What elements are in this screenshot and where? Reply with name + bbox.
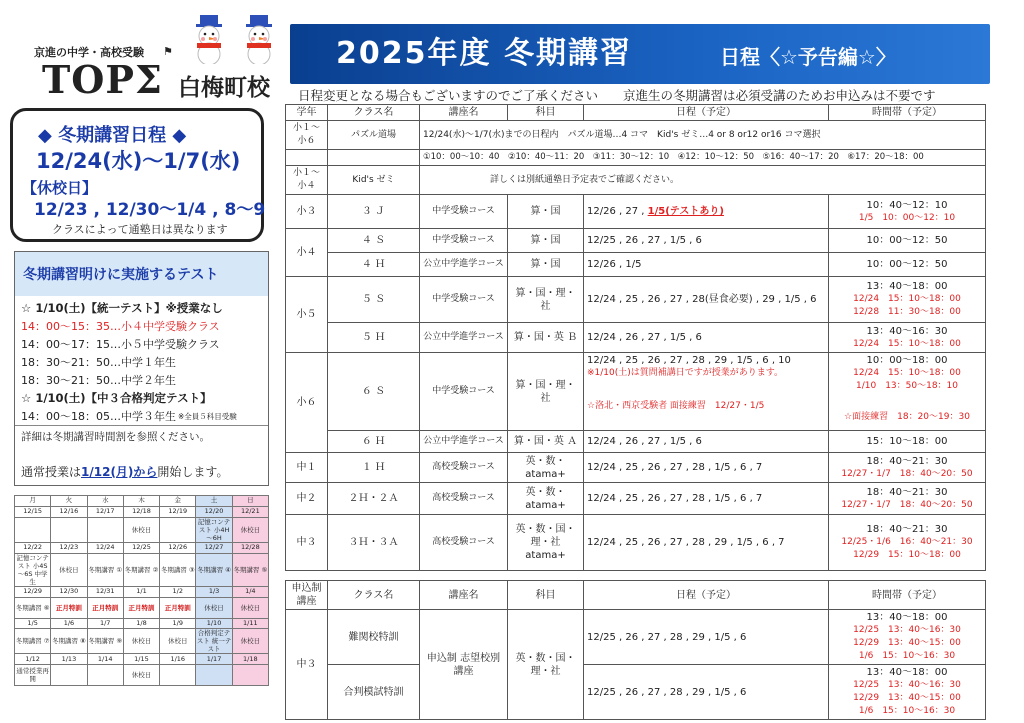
schedule-cell: 12/24(水)～1/7(水)までの日程内 パズル道場…4 コマ Kid's ゼミ…4 or 8 or12 or16 コマ選択: [420, 121, 986, 150]
grade-cell: 小６: [286, 353, 328, 453]
class-cell: ６ Ｓ: [328, 353, 420, 431]
schedule-table: [285, 104, 986, 720]
cal-cell: [160, 517, 196, 542]
subject-cell: 算・国・英 Ｂ: [508, 323, 584, 353]
cal-cell: 1/12: [15, 654, 51, 665]
school-name: 白梅町校: [178, 75, 270, 101]
schedule-heading: ◆ 冬期講習日程 ◆: [38, 125, 187, 146]
schedule-cell: ①10：00～10：40 ②10：40～11：20 ③11：30～12：10 ④12：10～12：50 ⑤16：40～17：20 ⑥17：20～18：00: [420, 150, 986, 166]
cal-day: 土: [196, 496, 232, 507]
cal-cell: 冬期講習 ④: [196, 553, 232, 586]
course-cell: 公立中学進学コース: [420, 431, 508, 453]
schedule-cell: 詳しくは別紙通塾日予定表でご確認ください。: [420, 166, 986, 195]
cal-cell: 12/15: [15, 506, 51, 517]
time-cell: 18：40～21：30 12/25・1/6 16：40～21：30 12/29 15：10～18：00: [829, 515, 986, 571]
cal-cell: 1/5: [15, 618, 51, 629]
mini-calendar: [14, 495, 269, 686]
grade-cell: 小３: [286, 195, 328, 229]
cal-cell: 休校日: [160, 629, 196, 654]
schedule-cell: 12/24 , 25 , 26 , 27 , 28 , 29 , 1/5 , 6 , 10 ※1/10(土)は質問補講日ですが授業があります。 ☆洛北・西京受験者 面接練習 12/27・1/5: [584, 353, 829, 431]
test-line: 18：30～21：50…中学１年生: [21, 356, 176, 369]
time-cell: 13：40～18：00 12/24 15：10～18：00 12/28 11：30～18：00: [829, 277, 986, 323]
closed-dates: 12/23 , 12/30～1/4 , 8～9: [34, 200, 266, 220]
cal-cell: 冬期講習 ①: [87, 553, 123, 586]
cal-cell: [51, 665, 87, 686]
cal-cell: [87, 517, 123, 542]
logo-subtitle: 京進の中学・高校受験: [34, 46, 144, 59]
cal-cell: 1/7: [87, 618, 123, 629]
subject-cell: 算・国・理・社: [508, 353, 584, 431]
time-cell: 10：40～12：10 1/5 10：00～12：10: [829, 195, 986, 229]
subject-cell: 英・数・国・理・社: [508, 610, 584, 720]
test-line: ☆ 1/10(土)【中３合格判定テスト】: [21, 391, 212, 405]
cal-cell: 12/17: [87, 506, 123, 517]
cal-day: 水: [87, 496, 123, 507]
test-line: 14：00～15：35…小４中学受験クラス: [21, 320, 220, 333]
regular-class-text: 通常授業は1/12(月)から開始します。: [21, 465, 229, 479]
cal-day: 火: [51, 496, 87, 507]
cal-cell: 1/13: [51, 654, 87, 665]
grade-cell: 中２: [286, 483, 328, 515]
snowman-icon: [186, 14, 232, 64]
class-cell: ４ Ｈ: [328, 253, 420, 277]
course-cell: 申込制 志望校別講座: [420, 610, 508, 720]
col-header: 時間帯（予定）: [829, 105, 986, 121]
cal-cell: 記憶コンテスト 小4H～6H: [197, 517, 231, 542]
closed-label: 【休校日】: [22, 179, 98, 197]
course-cell: 中学受験コース: [420, 277, 508, 323]
class-cell: ６ Ｈ: [328, 431, 420, 453]
cal-cell: 12/28: [232, 542, 268, 553]
course-cell: 中学受験コース: [420, 229, 508, 253]
col-header: 科目: [508, 581, 584, 610]
time-cell: 18：40～21：30 12/27・1/7 18：40～20：50: [829, 483, 986, 515]
page-subtitle: 日程〈☆予告編☆〉: [720, 45, 896, 69]
cal-day: 木: [123, 496, 159, 507]
class-cell: 難関校特訓: [328, 610, 420, 665]
subject-cell: 算・国: [508, 195, 584, 229]
cal-cell: 1/18: [232, 654, 268, 665]
schedule-cell: 12/25 , 26 , 27 , 28 , 29 , 1/5 , 6: [584, 610, 829, 665]
cal-cell: 1/1: [123, 586, 159, 597]
cal-day: 日: [232, 496, 268, 507]
cal-cell: 12/25: [123, 542, 159, 553]
grade-cell: 小１～小４: [286, 166, 328, 195]
cal-cell: 休校日: [123, 665, 159, 686]
cal-cell: 休校日: [123, 517, 159, 542]
class-cell: ５ Ｓ: [328, 277, 420, 323]
course-cell: 公立中学進学コース: [420, 323, 508, 353]
cal-cell: 合格判定テスト 統一テスト: [196, 629, 232, 654]
cal-cell: 1/16: [160, 654, 196, 665]
cal-cell: 1/11: [232, 618, 268, 629]
cal-cell: 冬期講習 ⑧: [51, 629, 87, 654]
col-header: 科目: [508, 105, 584, 121]
class-cell: 合判模試特訓: [328, 665, 420, 720]
subject-cell: 算・国: [508, 253, 584, 277]
schedule-cell: 12/25 , 26 , 27 , 28 , 29 , 1/5 , 6: [584, 665, 829, 720]
col-header: 日程（予定）: [584, 105, 829, 121]
col-header: 学年: [286, 105, 328, 121]
grade-cell: 中１: [286, 453, 328, 483]
cal-cell: 正月特訓: [51, 597, 87, 618]
cal-cell: 12/24: [87, 542, 123, 553]
col-header: クラス名: [328, 105, 420, 121]
time-cell: 10：00～12：50: [829, 253, 986, 277]
test-line: ☆ 1/10(土)【統一テスト】※授業なし: [21, 301, 223, 315]
subject-cell: 算・国: [508, 229, 584, 253]
grade-cell: 小５: [286, 277, 328, 353]
cal-cell: 正月特訓: [123, 597, 159, 618]
col-header: 日程（予定）: [584, 581, 829, 610]
cal-cell: 12/30: [51, 586, 87, 597]
test-line: 14：00～18：05…中学３年生: [21, 410, 176, 423]
cal-cell: 正月特訓: [87, 597, 123, 618]
cal-cell: 12/18: [123, 506, 159, 517]
cal-cell: 冬期講習 ⑨: [87, 629, 123, 654]
cal-cell: 1/17: [196, 654, 232, 665]
time-cell: 15：10～18：00: [829, 431, 986, 453]
test-note: ※全員５科目受験: [178, 412, 237, 421]
cal-cell: 冬期講習 ②: [123, 553, 159, 586]
cal-day: 金: [160, 496, 196, 507]
cal-cell: 1/15: [123, 654, 159, 665]
course-cell: 高校受験コース: [420, 515, 508, 571]
cal-cell: 冬期講習 ⑤: [232, 553, 268, 586]
page-title: 2025年度 冬期講習: [336, 36, 632, 71]
time-cell: 10：00～12：50: [829, 229, 986, 253]
test-heading: 冬期講習明けに実施するテスト: [15, 252, 268, 296]
class-cell: １ Ｈ: [328, 453, 420, 483]
cal-cell: [160, 665, 196, 686]
cal-cell: 記憶コンテスト 小4S～6S 中学生: [16, 553, 49, 586]
snowman-icon: [236, 14, 282, 64]
class-cell: ３ Ｊ: [328, 195, 420, 229]
course-cell: 中学受験コース: [420, 195, 508, 229]
schedule-cell: 12/24 , 26 , 27 , 1/5 , 6: [584, 323, 829, 353]
subject-cell: 英・数・国・理・社 atama+: [508, 515, 584, 571]
grade-cell: 小１～小６: [286, 121, 328, 150]
time-cell: 18：40～21：30 12/27・1/7 18：40～20：50: [829, 453, 986, 483]
course-cell: 高校受験コース: [420, 483, 508, 515]
cal-cell: 1/2: [160, 586, 196, 597]
cal-cell: 12/16: [51, 506, 87, 517]
cal-cell: 1/6: [51, 618, 87, 629]
time-cell: 13：40～16：30 12/24 15：10～18：00: [829, 323, 986, 353]
cal-cell: 休校日: [51, 553, 87, 586]
notice-text: 日程変更となる場合もございますのでご了承ください 京進生の冬期講習は必須受講のためお申込みは不要です: [298, 88, 936, 103]
cal-cell: 休校日: [232, 597, 268, 618]
cal-cell: 12/31: [87, 586, 123, 597]
course-cell: 中学受験コース: [420, 353, 508, 431]
test-detail: 詳細は冬期講習時間割を参照ください。: [21, 431, 210, 443]
schedule-dates: 12/24(水)～1/7(水): [36, 149, 241, 173]
schedule-note: クラスによって通塾日は異なります: [52, 223, 228, 236]
cal-cell: [15, 517, 51, 542]
schedule-cell: 12/24 , 25 , 26 , 27 , 28 , 1/5 , 6 , 7: [584, 483, 829, 515]
grade-cell: 中３: [286, 610, 328, 720]
cal-cell: [87, 665, 123, 686]
cal-cell: [232, 665, 268, 686]
schedule-cell: 12/24 , 25 , 26 , 27 , 28 , 1/5 , 6 , 7: [584, 453, 829, 483]
col-header: 時間帯（予定）: [829, 581, 986, 610]
cal-cell: 休校日: [232, 629, 268, 654]
test-line: 18：30～21：50…中学２年生: [21, 374, 176, 387]
cal-cell: 正月特訓: [160, 597, 196, 618]
test-line: 14：00～17：15…小５中学受験クラス: [21, 338, 220, 351]
subject-cell: 算・国・理・社: [508, 277, 584, 323]
cal-cell: 1/9: [160, 618, 196, 629]
time-cell: 10：00～18：00 12/24 15：10～18：00 1/10 13：50～18：10 ☆面接練習 18：20～19：30: [829, 353, 986, 431]
regular-class-date: 1/12(月)から: [81, 465, 158, 479]
grade-cell: 小４: [286, 229, 328, 277]
cal-cell: 1/14: [87, 654, 123, 665]
class-cell: ２Ｈ・２Ａ: [328, 483, 420, 515]
cal-cell: 通常授業再開: [15, 665, 51, 686]
schedule-cell: 12/26 , 1/5: [584, 253, 829, 277]
cal-cell: 休校日: [196, 597, 232, 618]
cal-cell: 12/21: [232, 506, 268, 517]
schedule-cell: 12/25 , 26 , 27 , 1/5 , 6: [584, 229, 829, 253]
col-header: 申込制講座: [286, 581, 328, 610]
time-cell: 13：40～18：00 12/25 13：40～16：30 12/29 13：40～15：00 1/6 15：10～16：30: [829, 610, 986, 665]
cal-cell: 12/23: [51, 542, 87, 553]
cal-cell: [51, 517, 87, 542]
grade-cell: 中３: [286, 515, 328, 571]
flag-icon: ⚑: [163, 45, 173, 58]
col-header: 講座名: [420, 105, 508, 121]
cal-cell: 1/3: [196, 586, 232, 597]
cal-cell: 12/26: [160, 542, 196, 553]
cal-cell: 冬期講習 ⑥: [15, 597, 51, 618]
course-cell: 公立中学進学コース: [420, 253, 508, 277]
course-cell: 高校受験コース: [420, 453, 508, 483]
class-cell: ３Ｈ・３Ａ: [328, 515, 420, 571]
cal-cell: 1/8: [123, 618, 159, 629]
cal-cell: 12/19: [160, 506, 196, 517]
col-header: クラス名: [328, 581, 420, 610]
cal-cell: 冬期講習 ③: [160, 553, 196, 586]
cal-cell: 12/29: [15, 586, 51, 597]
divider: [15, 425, 268, 426]
cal-cell: [196, 665, 232, 686]
cal-day: 月: [15, 496, 51, 507]
cal-cell: 12/22: [15, 542, 51, 553]
class-cell: ５ Ｈ: [328, 323, 420, 353]
schedule-cell: 12/24 , 26 , 27 , 1/5 , 6: [584, 431, 829, 453]
class-cell: Kid's ゼミ: [328, 166, 420, 195]
cal-cell: 12/27: [196, 542, 232, 553]
subject-cell: 英・数・atama+: [508, 483, 584, 515]
cal-cell: 休校日: [232, 517, 268, 542]
time-cell: 13：40～18：00 12/25 13：40～16：30 12/29 13：40～15：00 1/6 15：10～16：30: [829, 665, 986, 720]
cal-cell: 休校日: [123, 629, 159, 654]
subject-cell: 英・数・atama+: [508, 453, 584, 483]
col-header: 講座名: [420, 581, 508, 610]
cal-cell: 1/10: [196, 618, 232, 629]
schedule-cell: 12/24 , 25 , 26 , 27 , 28(昼食必要) , 29 , 1/5 , 6: [584, 277, 829, 323]
cal-cell: 冬期講習 ⑦: [15, 629, 51, 654]
subject-cell: 算・国・英 Ａ: [508, 431, 584, 453]
class-cell: ４ Ｓ: [328, 229, 420, 253]
class-cell: パズル道場: [328, 121, 420, 150]
schedule-cell: 12/26 , 27 , 1/5(テストあり): [584, 195, 829, 229]
logo-text: TOPΣ: [42, 57, 163, 102]
cal-cell: 1/4: [232, 586, 268, 597]
cal-cell: 12/20: [196, 506, 232, 517]
schedule-cell: 12/24 , 25 , 26 , 27 , 28 , 29 , 1/5 , 6 , 7: [584, 515, 829, 571]
